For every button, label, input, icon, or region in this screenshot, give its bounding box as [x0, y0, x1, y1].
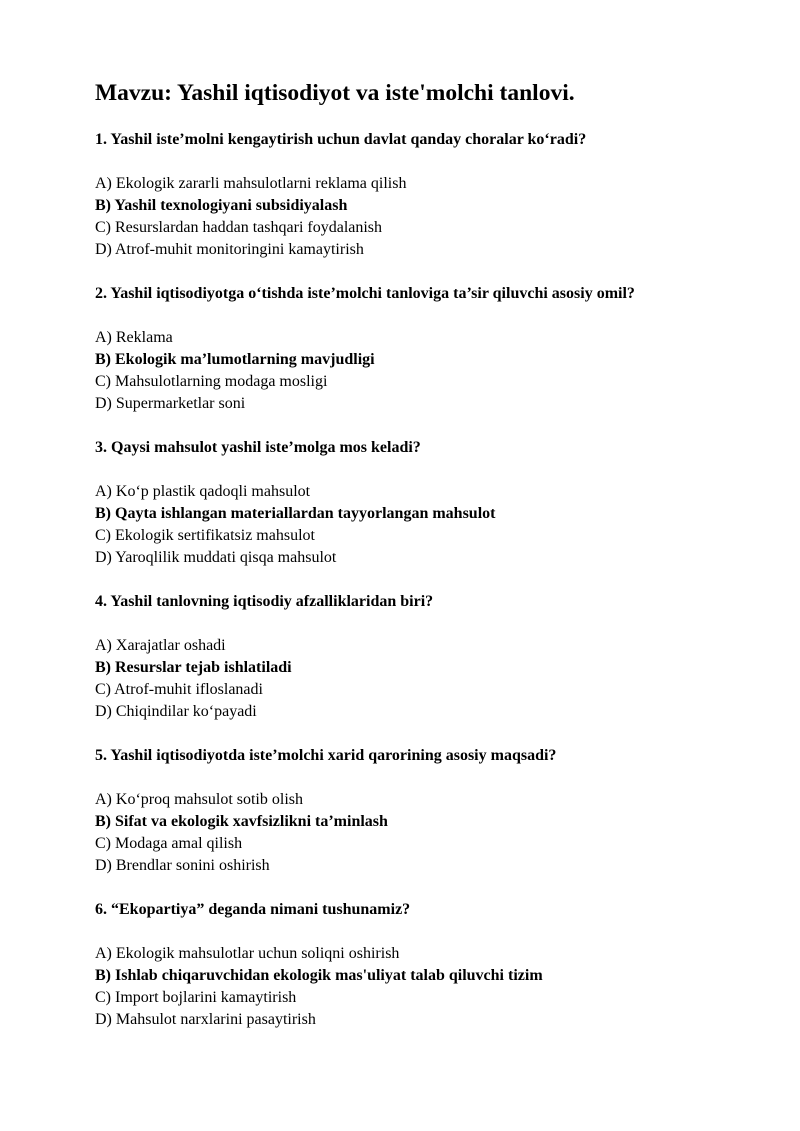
option-b-correct: B) Qayta ishlangan materiallardan tayyorlangan mahsulot [95, 505, 496, 522]
document-title: Mavzu: Yashil iqtisodiyot va iste'molchi tanlovi. [95, 80, 575, 106]
option-d: D) Chiqindilar ko‘payadi [95, 703, 257, 720]
question-block-6 [95, 899, 775, 1031]
option-d: D) Supermarketlar soni [95, 395, 246, 412]
option-a: A) Ko‘proq mahsulot sotib olish [95, 791, 303, 808]
option-d: D) Yaroqlilik muddati qisqa mahsulot [95, 549, 337, 566]
option-d: D) Atrof-muhit monitoringini kamaytirish [95, 241, 364, 258]
document-page [95, 78, 775, 1053]
option-c: C) Ekologik sertifikatsiz mahsulot [95, 527, 315, 544]
question-text: 5. Yashil iqtisodiyotda iste’molchi xarid qarorining asosiy maqsadi? [95, 747, 557, 764]
option-c: C) Import bojlarini kamaytirish [95, 989, 297, 1006]
option-b-correct: B) Ekologik ma’lumotlarning mavjudligi [95, 351, 375, 368]
option-a: A) Ekologik mahsulotlar uchun soliqni oshirish [95, 945, 400, 962]
option-c: C) Atrof-muhit ifloslanadi [95, 681, 263, 698]
question-text: 1. Yashil iste’molni kengaytirish uchun davlat qanday choralar ko‘radi? [95, 131, 587, 148]
question-block-5 [95, 745, 775, 877]
option-b-correct: B) Resurslar tejab ishlatiladi [95, 659, 292, 676]
question-block-4 [95, 591, 775, 723]
question-text: 4. Yashil tanlovning iqtisodiy afzalliklaridan biri? [95, 593, 434, 610]
option-d: D) Mahsulot narxlarini pasaytirish [95, 1011, 316, 1028]
option-c: C) Modaga amal qilish [95, 835, 243, 852]
option-c: C) Mahsulotlarning modaga mosligi [95, 373, 328, 390]
question-block-3 [95, 437, 775, 569]
option-a: A) Ekologik zararli mahsulotlarni reklama qilish [95, 175, 407, 192]
option-b-correct: B) Sifat va ekologik xavfsizlikni ta’minlash [95, 813, 388, 830]
question-block-2 [95, 283, 775, 415]
option-a: A) Reklama [95, 329, 173, 346]
option-d: D) Brendlar sonini oshirish [95, 857, 270, 874]
option-a: A) Xarajatlar oshadi [95, 637, 226, 654]
option-b-correct: B) Yashil texnologiyani subsidiyalash [95, 197, 348, 214]
option-a: A) Ko‘p plastik qadoqli mahsulot [95, 483, 311, 500]
question-text: 3. Qaysi mahsulot yashil iste’molga mos keladi? [95, 439, 421, 456]
option-b-correct: B) Ishlab chiqaruvchidan ekologik mas'uliyat talab qiluvchi tizim [95, 967, 543, 984]
question-block-1 [95, 129, 775, 261]
question-text: 2. Yashil iqtisodiyotga o‘tishda iste’molchi tanloviga ta’sir qiluvchi asosiy omil? [95, 285, 635, 302]
question-text: 6. “Ekopartiya” deganda nimani tushunamiz? [95, 901, 411, 918]
option-c: C) Resurslardan haddan tashqari foydalanish [95, 219, 383, 236]
